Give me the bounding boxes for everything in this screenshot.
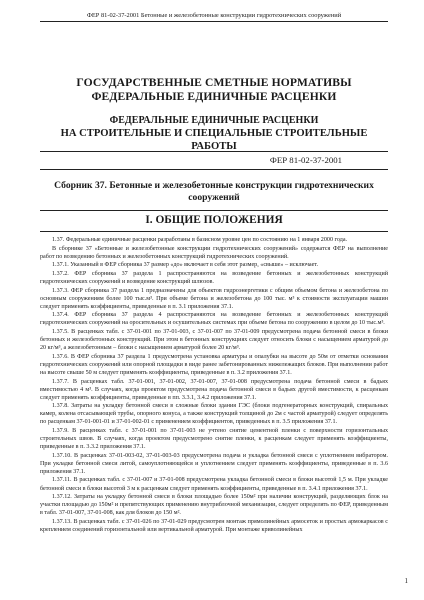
paragraph: 1.37.9. В расценках табл. с 37-01-001 по 37-01-003 не учтено снятие цементной пленки с поверхности горизонтальных строительных швов. В случаях, когда проектом предусмотрено снятие пленки, к расценкам следует применять коэффициенты, приведенные в п. 3.3.2 приложения 37.1.	[40, 428, 388, 451]
section-title: I. ОБЩИЕ ПОЛОЖЕНИЯ	[145, 214, 283, 226]
document-code: ФЕР 81-02-37-2001	[269, 155, 343, 165]
paragraph: 1.37.1. Указанный в ФЕР сборника 37 размер «до» включает в себя этот размер, «свыше» – исключает.	[52, 262, 319, 269]
section-rule-bottom	[40, 231, 388, 232]
title-line-1: ГОСУДАРСТВЕННЫЕ СМЕТНЫЕ НОРМАТИВЫ	[76, 76, 352, 89]
paragraph: 1.37.6. В ФЕР сборника 37 раздела 1 предусмотрена установка арматуры и опалубки на высоте до 50м от отметки основания гидротехнических сооружений или опорной площадки в виде ранее забетонированных нижележащих блоков. При выполнении работ на высоте свыше 50 м следует применять коэффициенты, приведенные в п. 3.2 приложения 37.1.	[40, 353, 388, 376]
collection-title	[40, 180, 388, 203]
title-line-2: ФЕДЕРАЛЬНЫЕ ЕДИНИЧНЫЕ РАСЦЕНКИ	[91, 90, 337, 103]
paragraph: 1.37.3. ФЕР сборника 37 раздела 1 предназначены для объектов гидроэнергетики с общим объемом бетона и железобетона по основным сооружениям более 100 тыс.м³. При объеме бетона и железобетона до 100 тыс. м³ к стоимости эксплуатации машин следует применять коэффициенты, приведенные в п. 3.1 приложения 37.1.	[40, 287, 388, 310]
code-rule-top	[40, 151, 388, 152]
paragraph: 1.37.5. В расценках табл. с 37-01-001 по 37-01-003, с 37-01-007 по 37-01-009 предусмотрена подача бетонной смеси в блоки бетонных и железобетонных конструкций. При этом в бетонных конструкциях следует относить блоки с насыщением арматурой до 20 кг/м³, а железобетонным – блоки с насыщением арматурой более 20 кг/м³.	[40, 329, 388, 352]
running-header: ФЕР 81-02-37-2001 Бетонные и железобетонные конструкции гидротехнических сооружений	[86, 12, 342, 19]
section-rule-top	[40, 210, 388, 211]
subtitle-line-1: ФЕДЕРАЛЬНЫЕ ЕДИНИЧНЫЕ РАСЦЕНКИ	[109, 115, 319, 126]
paragraph: 1.37.12. Затраты на укладку бетонной смеси в блоки площадью более 150м² при наличии конструкций, разделяющих блок на участки площадью до 150м² и препятствующих применению внутриблочной механизации, следует определять по ФЕР, приведенным в табл. 37-01-007, 37-01-008, как для блоков до 150 м².	[40, 494, 388, 517]
paragraph: 1.37. Федеральные единичные расценки разработаны в базисном уровне цен по состоянию на 1 января 2000 года.	[52, 237, 348, 243]
header-rule	[40, 21, 388, 22]
paragraph: 1.37.11. В расценках табл. с 37-01-007 и 37-01-008 предусмотрена укладка бетонной смеси в блоки высотой 1,5 м. При укладке бетонной смеси в блоки высотой 3 м к расценкам следует применять коэффициенты, приведенные в п. 3.4.1 приложения 37.1.	[40, 477, 388, 492]
document-title	[40, 76, 388, 104]
collection-line-2: сооружений	[188, 191, 240, 203]
paragraph: 1.37.2. ФЕР сборника 37 раздела 1 распространяются на возведение бетонных и железобетонных конструкций гидротехнических сооружений и возведение конструкций шлюзов.	[40, 270, 388, 286]
code-rule-bottom	[40, 169, 388, 170]
paragraph: 1.37.4. ФЕР сборника 37 раздела 4 распространяются на возведение бетонных и железобетонных конструкций гидротехнических сооружений на оросительных и осушительных системах при объеме бетона по сооружению в целом до 10 тыс.м³.	[40, 312, 388, 327]
paragraph: 1.37.7. В расценках табл. 37-01-001, 37-01-002, 37-01-007, 37-01-008 предусмотрена подача бетонной смеси в бадьях вместимостью 4 м³. В случаях, когда проектом предусмотрена подача бетонной смеси в бадьях другой вместимости, к расценкам следует применять коэффициенты, приведенные в пп. 3.3.1, 3.4.2 приложения 37.1.	[40, 378, 388, 401]
paragraph: 1.37.13. В расценках табл. с 37-01-026 по 37-01-029 предусмотрен монтаж прямолинейных армосеток и простых армокаркасов с креплением соединений горизонтальной или вертикальной арматурой. При монтаже криволинейных	[40, 518, 388, 533]
subtitle-line-2: НА СТРОИТЕЛЬНЫЕ И СПЕЦИАЛЬНЫЕ СТРОИТЕЛЬНЫЕ РАБОТЫ	[60, 128, 368, 152]
body-text	[40, 236, 388, 535]
paragraph: 1.37.10. В расценках 37-01-003-02, 37-01-003-03 предусмотрена подача и укладка бетонной смеси с уплотнением вибратором. При укладке бетонной смеси литой, самоуплотняющейся и уплотнением следует применять коэффициенты, приведенные в п. 3.6 приложения 37.1.	[40, 452, 388, 475]
page-number: 1	[404, 577, 408, 585]
paragraph: 1.37.8. Затраты на укладку бетонной смеси в сложные блоки здания ГЭС (блоки подгенераторных конструкций, спиральных камер, колена отсасывающей трубы, опорного конуса, а также конструкций толщиной до 2м с частой арматурой) следует определять по расценкам 37-01-001-01 и 37-01-002-01 с применением коэффициентов, приведенных в п. 3.5 приложения 37.1.	[40, 403, 388, 426]
collection-line-1: Сборник 37. Бетонные и железобетонные конструкции гидротехнических	[54, 180, 374, 191]
paragraph: В сборнике 37 «Бетонные и железобетонные конструкции гидротехнических сооружений» содержатся ФЕР на выполнение работ по возведению бетонных и железобетонных конструкций гидротехнических сооружений.	[40, 245, 388, 260]
document-subtitle	[40, 114, 388, 153]
